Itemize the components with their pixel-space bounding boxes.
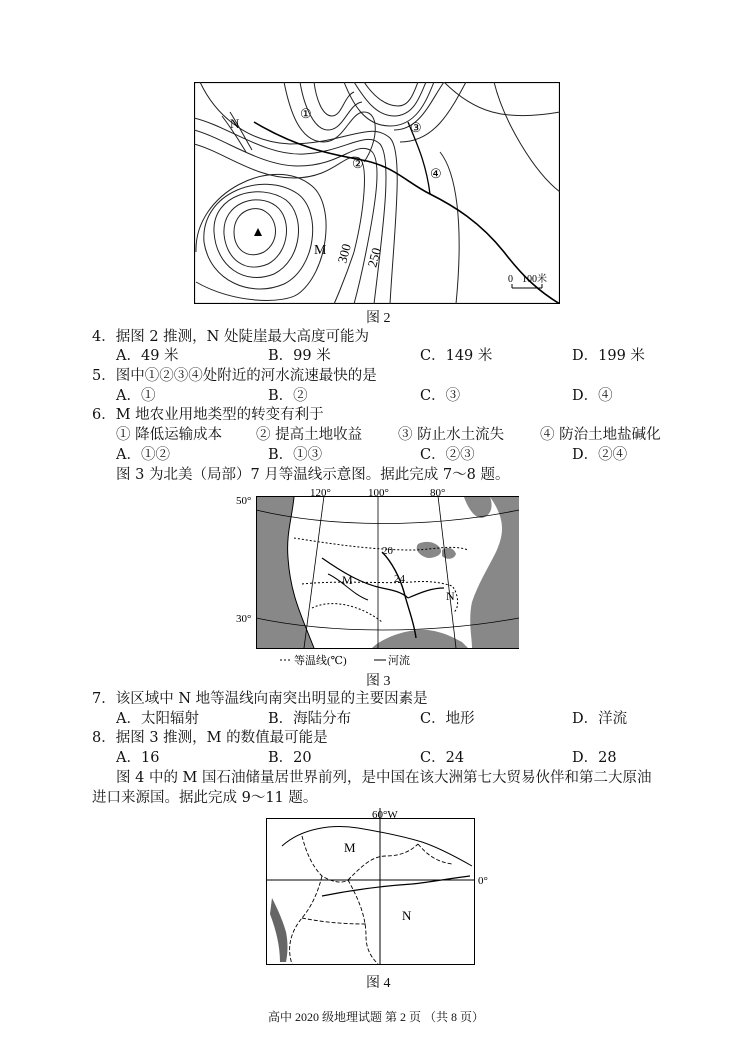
lon-80-label: 80° xyxy=(430,488,446,499)
q5-option-d[interactable]: D．④ xyxy=(572,388,613,404)
equator-label: 0° xyxy=(478,875,488,887)
label-n: N xyxy=(230,116,240,131)
intro-figure-4-line-2: 进口来源国。据此完成 9～11 题。 xyxy=(92,790,318,806)
country-m-label: M xyxy=(344,840,356,855)
q4-option-a[interactable]: A．49 米 xyxy=(116,348,179,364)
q7-option-d[interactable]: D．洋流 xyxy=(572,711,628,727)
figure-4-caption: 图 4 xyxy=(366,976,391,991)
q5-option-b[interactable]: B．② xyxy=(268,388,308,404)
question-5-stem: 5．图中①②③④处附近的河水流速最快的是 xyxy=(92,368,377,384)
lon-120-label: 120° xyxy=(310,488,331,499)
point-m-label: M xyxy=(342,573,353,587)
lon-100-label: 100° xyxy=(368,488,389,499)
legend-river: 河流 xyxy=(388,655,410,667)
q6-statement-1: ① 降低运输成本 xyxy=(116,427,223,443)
marker-1: ① xyxy=(300,106,312,121)
q8-option-b[interactable]: B．20 xyxy=(268,750,312,766)
q7-option-b[interactable]: B．海陆分布 xyxy=(268,711,352,727)
lat-50-label: 50° xyxy=(236,495,252,507)
country-n-label: N xyxy=(402,908,412,923)
q6-statement-2: ② 提高土地收益 xyxy=(256,427,363,443)
question-6-stem: 6．M 地农业用地类型的转变有利于 xyxy=(92,407,324,423)
figure-4-south-america-map xyxy=(262,806,504,970)
intro-figure-3: 图 3 为北美（局部）7 月等温线示意图。据此完成 7～8 题。 xyxy=(116,467,510,483)
q6-statement-4: ④ 防治土地盐碱化 xyxy=(540,427,661,443)
q8-option-a[interactable]: A．16 xyxy=(116,750,160,766)
isotherm-24-label: 24 xyxy=(394,573,405,585)
q8-option-c[interactable]: C．24 xyxy=(420,750,465,766)
q6-option-a[interactable]: A．①② xyxy=(116,447,170,463)
lat-30-label: 30° xyxy=(236,613,252,625)
marker-4: ④ xyxy=(430,166,442,181)
q6-option-b[interactable]: B．①③ xyxy=(268,447,323,463)
scale-zero: 0 xyxy=(508,274,513,285)
marker-2: ② xyxy=(352,156,364,171)
page-footer: 高中 2020 级地理试题 第 2 页 （共 8 页） xyxy=(268,1010,485,1024)
label-m: M xyxy=(314,243,327,258)
q4-option-b[interactable]: B．99 米 xyxy=(268,348,331,364)
q6-option-d[interactable]: D．②④ xyxy=(572,447,628,463)
figure-2-caption: 图 2 xyxy=(366,311,391,326)
q5-option-a[interactable]: A．① xyxy=(116,388,156,404)
lon-60w-label: 60°W xyxy=(372,809,398,821)
isotherm-20-label: 20 xyxy=(382,545,393,557)
marker-3: ③ xyxy=(410,120,422,135)
q6-option-c[interactable]: C．②③ xyxy=(420,447,475,463)
legend-isotherm: 等温线(℃) xyxy=(294,655,347,667)
q4-option-c[interactable]: C．149 米 xyxy=(420,348,493,364)
figure-3-caption: 图 3 xyxy=(366,674,391,689)
scale-length: 100米 xyxy=(522,274,547,285)
question-4-stem: 4．据图 2 推测，N 处陡崖最大高度可能为 xyxy=(92,329,369,345)
figure-3-north-america-map xyxy=(232,488,522,670)
question-8-stem: 8．据图 3 推测，M 的数值最可能是 xyxy=(92,730,328,746)
q7-option-a[interactable]: A．太阳辐射 xyxy=(116,711,199,727)
q7-option-c[interactable]: C．地形 xyxy=(420,711,475,727)
q8-option-d[interactable]: D．28 xyxy=(572,750,617,766)
point-n-label: N xyxy=(446,589,455,603)
question-7-stem: 7．该区域中 N 地等温线向南突出明显的主要因素是 xyxy=(92,691,428,707)
q4-option-d[interactable]: D．199 米 xyxy=(572,348,645,364)
figure-2-contour-map xyxy=(194,82,560,304)
intro-figure-4-line-1: 图 4 中的 M 国石油储量居世界前列，是中国在该大洲第七大贸易伙伴和第二大原油 xyxy=(116,770,652,786)
label-250: 250 xyxy=(364,246,384,269)
q5-option-c[interactable]: C．③ xyxy=(420,388,461,404)
q6-statement-3: ③ 防止水土流失 xyxy=(398,427,505,443)
label-300: 300 xyxy=(334,242,354,265)
